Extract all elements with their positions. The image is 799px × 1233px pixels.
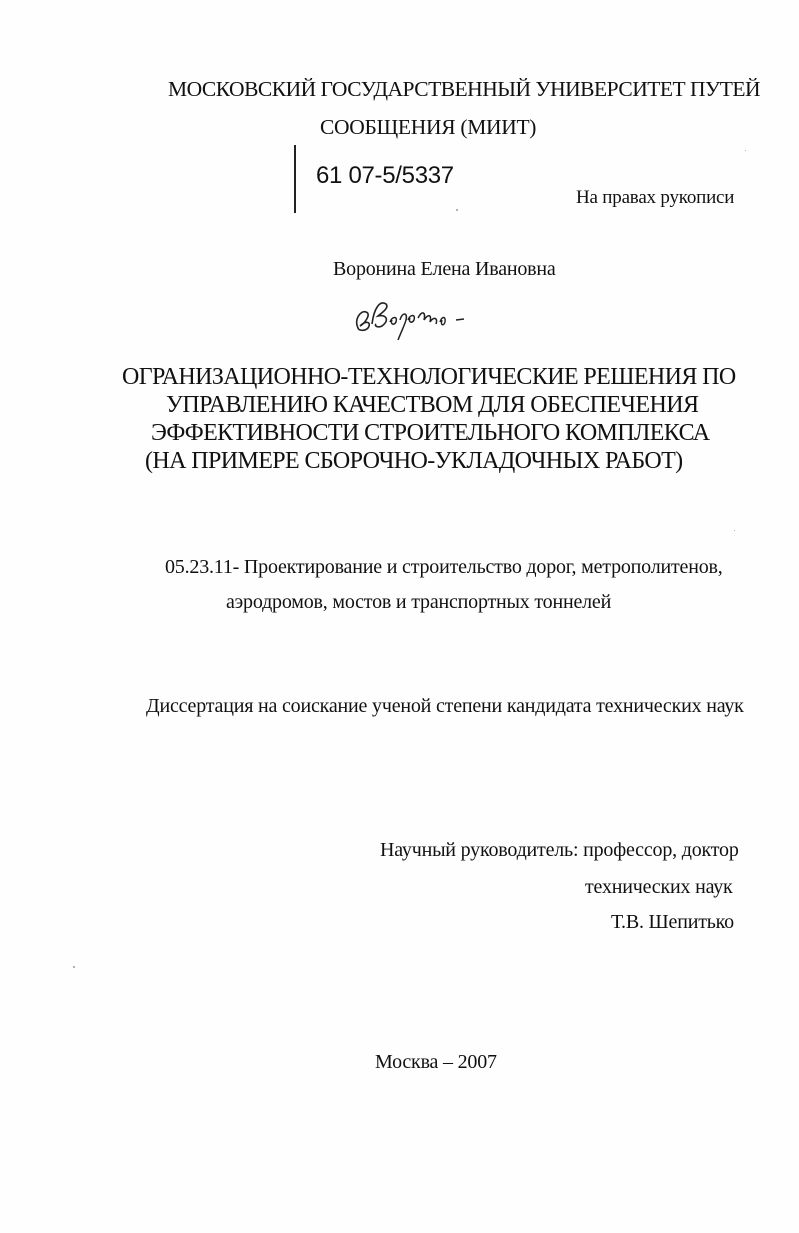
rights-note: На правах рукописи — [576, 187, 735, 208]
specialty-line1: 05.23.11- Проектирование и строительство дорог, метрополитенов, — [165, 556, 723, 578]
advisor-line1: Научный руководитель: профессор, доктор — [380, 839, 739, 861]
registration-stamp-number: 61 07-5/5337 — [316, 162, 454, 189]
dissertation-title-line3: ЭФФЕКТИВНОСТИ СТРОИТЕЛЬНОГО КОМПЛЕКСА — [151, 420, 710, 446]
dissertation-degree: Диссертация на соискание ученой степени кандидата технических наук — [146, 695, 744, 717]
dissertation-title-line1: ОГРАНИЗАЦИОННО-ТЕХНОЛОГИЧЕСКИЕ РЕШЕНИЯ ПО — [122, 364, 736, 390]
university-name-line1: МОСКОВСКИЙ ГОСУДАРСТВЕННЫЙ УНИВЕРСИТЕТ ПУТЕЙ — [168, 77, 761, 101]
dissertation-title-line4: (НА ПРИМЕРЕ СБОРОЧНО-УКЛАДОЧНЫХ РАБОТ) — [145, 448, 683, 474]
advisor-name: Т.В. Шепитько — [611, 911, 734, 933]
dissertation-title-line2: УПРАВЛЕНИЮ КАЧЕСТВОМ ДЛЯ ОБЕСПЕЧЕНИЯ — [166, 392, 699, 418]
stamp-divider — [294, 145, 296, 213]
scan-speck — [456, 209, 458, 211]
advisor-line2: технических наук — [585, 876, 733, 898]
scan-speck — [73, 966, 75, 968]
specialty-line2: аэродромов, мостов и транспортных тоннелей — [226, 591, 612, 613]
scan-speck — [745, 150, 746, 151]
author-signature — [350, 290, 475, 342]
author-name: Воронина Елена Ивановна — [333, 258, 556, 280]
city-year: Москва – 2007 — [375, 1051, 497, 1073]
university-name-line2: СООБЩЕНИЯ (МИИТ) — [320, 115, 537, 139]
scan-speck — [734, 530, 735, 531]
